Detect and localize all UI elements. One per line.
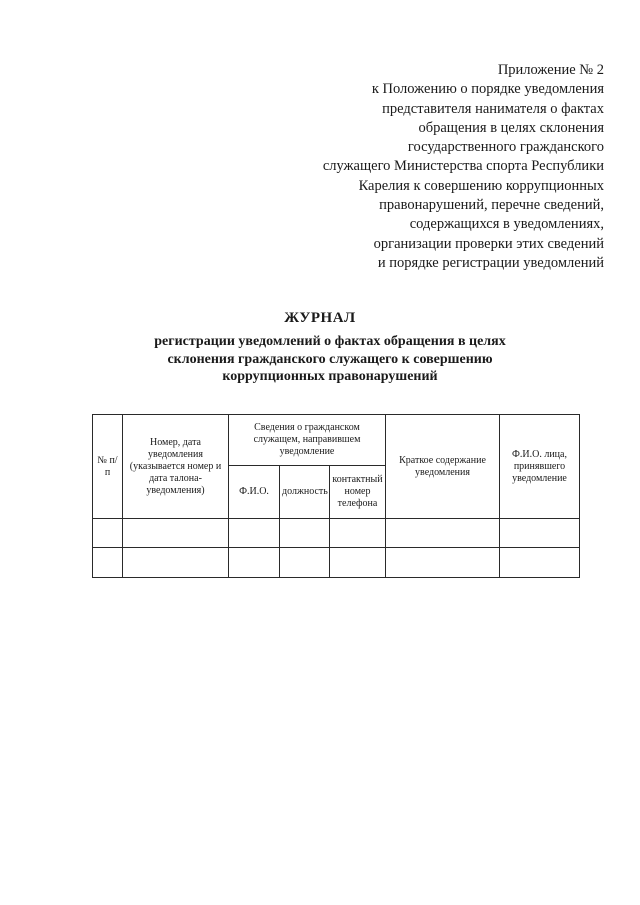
document-subtitle [120,333,540,386]
annex-line: Приложение № 2 [497,62,604,78]
table-cell [280,519,330,548]
header-position: должность [280,466,330,519]
header-number-date: Номер, дата уведомления (указывается номер и дата талона-уведомления) [123,415,229,519]
subtitle-line: склонения гражданского служащего к совершению [167,351,493,367]
table-cell [386,548,500,578]
table-cell [500,548,580,578]
header-num: № п/п [93,415,123,519]
table-cell [330,519,386,548]
table-cell [93,548,123,578]
annex-line: представителя нанимателя о фактах [382,100,604,117]
header-employee-info: Сведения о гражданском служащем, направившем уведомление [229,415,386,466]
table-cell [330,548,386,578]
table-row [93,548,580,578]
subtitle-line: коррупционных правонарушений [222,369,438,384]
table-cell [123,548,229,578]
header-fio: Ф.И.О. [229,466,280,519]
table-cell [229,519,280,548]
annex-line: и порядке регистрации уведомлений [377,254,604,271]
header-contact-phone: контактный номер телефона [330,466,386,519]
header-receiver: Ф.И.О. лица, принявшего уведомление [500,415,580,519]
table-cell [229,548,280,578]
table-cell [93,519,123,548]
document-title: ЖУРНАЛ [284,310,356,326]
table-cell [280,548,330,578]
annex-line: содержащихся в уведомлениях, [409,216,604,233]
journal-table [92,414,580,578]
annex-line: обращения в целях склонения [418,119,604,136]
annex-line: к Положению о порядке уведомления [371,81,604,98]
annex-block [264,61,604,273]
annex-line: правонарушений, перечне сведений, [379,197,604,214]
annex-line: государственного гражданского [407,139,604,156]
header-summary: Краткое содержание уведомления [386,415,500,519]
table-cell [123,519,229,548]
table-header-row [93,415,580,466]
table-cell [386,519,500,548]
table-cell [500,519,580,548]
subtitle-line: регистрации уведомлений о фактах обращения в целях [154,334,506,349]
annex-line: организации проверки этих сведений [373,235,604,252]
table-row [93,519,580,548]
annex-line: Карелия к совершению коррупционных [358,177,604,194]
annex-line: служащего Министерства спорта Республики [322,158,604,175]
